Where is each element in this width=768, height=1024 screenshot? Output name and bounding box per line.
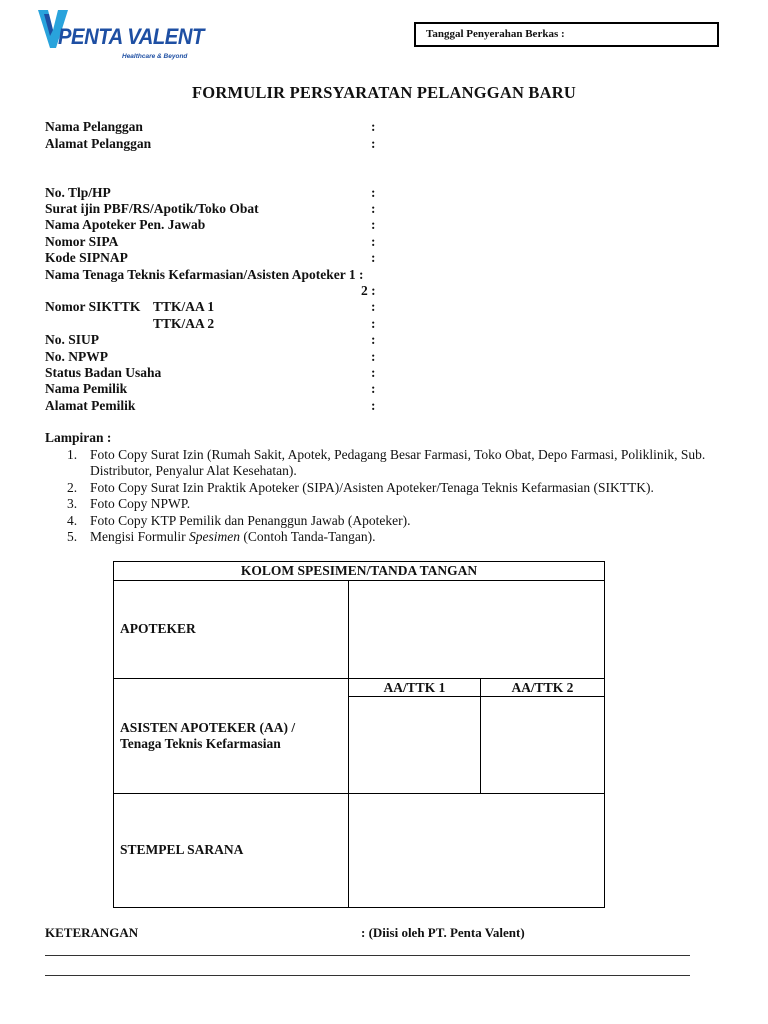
colon: : (371, 299, 376, 314)
lampiran-title: Lampiran : (45, 430, 112, 445)
row-stempel-label: STEMPEL SARANA (120, 842, 244, 857)
logo-text: PENTA VALENT (58, 24, 204, 49)
field-status-badan-usaha: Status Badan Usaha (45, 365, 162, 380)
field-nama-tenaga-teknis-2: 2 : (361, 283, 376, 298)
field-surat-ijin: Surat ijin PBF/RS/Apotik/Toko Obat (45, 201, 259, 216)
lampiran-number: 2. (67, 480, 78, 495)
keterangan-line-1[interactable] (45, 955, 690, 956)
keterangan-line-2[interactable] (45, 975, 690, 976)
lampiran-number: 4. (67, 513, 78, 528)
colon: : (371, 398, 376, 413)
colon: : (371, 250, 376, 265)
specimen-table (113, 561, 605, 908)
field-ttk-aa-2: TTK/AA 2 (153, 316, 215, 331)
col-aa-ttk-1-header: AA/TTK 1 (383, 680, 446, 695)
row-asisten-label-line1: ASISTEN APOTEKER (AA) / (120, 720, 296, 735)
company-logo (36, 8, 204, 64)
table-divider (114, 678, 604, 679)
field-no-npwp: No. NPWP (45, 349, 108, 364)
col-aa-ttk-2-header: AA/TTK 2 (511, 680, 574, 695)
field-alamat-pemilik: Alamat Pemilik (45, 398, 136, 413)
colon: : (371, 234, 376, 249)
colon: : (371, 217, 376, 232)
tanggal-penyerahan-label: Tanggal Penyerahan Berkas : (426, 28, 565, 40)
field-no-tlp: No. Tlp/HP (45, 185, 111, 200)
aa-ttk-2-signature-cell[interactable] (481, 697, 604, 793)
lampiran-item-1-line2: Distributor, Penyalur Alat Kesehatan). (90, 463, 297, 478)
lampiran-number: 5. (67, 529, 78, 544)
field-nama-pelanggan: Nama Pelanggan (45, 119, 143, 134)
colon: : (371, 365, 376, 380)
colon: : (371, 316, 376, 331)
lampiran-item-2: Foto Copy Surat Izin Praktik Apoteker (SIPA)/Asisten Apoteker/Tenaga Teknis Kefarmasian (SIKTTK). (90, 480, 654, 495)
stempel-sarana-cell[interactable] (349, 794, 604, 907)
tanggal-penyerahan-box[interactable] (414, 22, 719, 47)
lampiran-item-5-prefix: Mengisi Formulir (90, 529, 190, 544)
lampiran-item-5-italic: Spesimen (189, 529, 241, 544)
colon: : (371, 136, 376, 151)
field-nama-tenaga-teknis: Nama Tenaga Teknis Kefarmasian/Asisten Apoteker 1 : (45, 267, 364, 282)
lampiran-item-4: Foto Copy KTP Pemilik dan Penanggun Jawab (Apoteker). (90, 513, 411, 528)
colon: : (371, 185, 376, 200)
specimen-table-header: KOLOM SPESIMEN/TANDA TANGAN (240, 563, 478, 578)
field-nama-apoteker: Nama Apoteker Pen. Jawab (45, 217, 206, 232)
field-nomor-sikttk: Nomor SIKTTK (45, 299, 141, 314)
logo-tagline: Healthcare & Beyond (122, 53, 188, 60)
form-title: FORMULIR PERSYARATAN PELANGGAN BARU (192, 83, 576, 102)
colon: : (371, 332, 376, 347)
row-asisten-label-line2: Tenaga Teknis Kefarmasian (120, 736, 281, 751)
lampiran-item-3: Foto Copy NPWP. (90, 496, 191, 511)
colon: : (371, 349, 376, 364)
keterangan-note: : (Diisi oleh PT. Penta Valent) (361, 925, 525, 940)
lampiran-number: 1. (67, 447, 78, 462)
field-ttk-aa-1: TTK/AA 1 (153, 299, 215, 314)
aa-ttk-1-signature-cell[interactable] (349, 697, 480, 793)
keterangan-label: KETERANGAN (45, 925, 139, 940)
lampiran-item-5-suffix: (Contoh Tanda-Tangan). (240, 529, 376, 544)
lampiran-number: 3. (67, 496, 78, 511)
row-apoteker-label: APOTEKER (120, 621, 196, 636)
lampiran-item-5 (90, 529, 375, 545)
field-nomor-sipa: Nomor SIPA (45, 234, 119, 249)
apoteker-signature-cell[interactable] (349, 581, 604, 678)
field-no-siup: No. SIUP (45, 332, 100, 347)
field-alamat-pelanggan: Alamat Pelanggan (45, 136, 152, 151)
field-nama-pemilik: Nama Pemilik (45, 381, 128, 396)
lampiran-item-1-line1: Foto Copy Surat Izin (Rumah Sakit, Apotek, Pedagang Besar Farmasi, Toko Obat, Depo Farmasi, Poliklinik, Sub. (90, 447, 706, 462)
field-kode-sipnap: Kode SIPNAP (45, 250, 128, 265)
colon: : (371, 201, 376, 216)
colon: : (371, 381, 376, 396)
colon: : (371, 119, 376, 134)
